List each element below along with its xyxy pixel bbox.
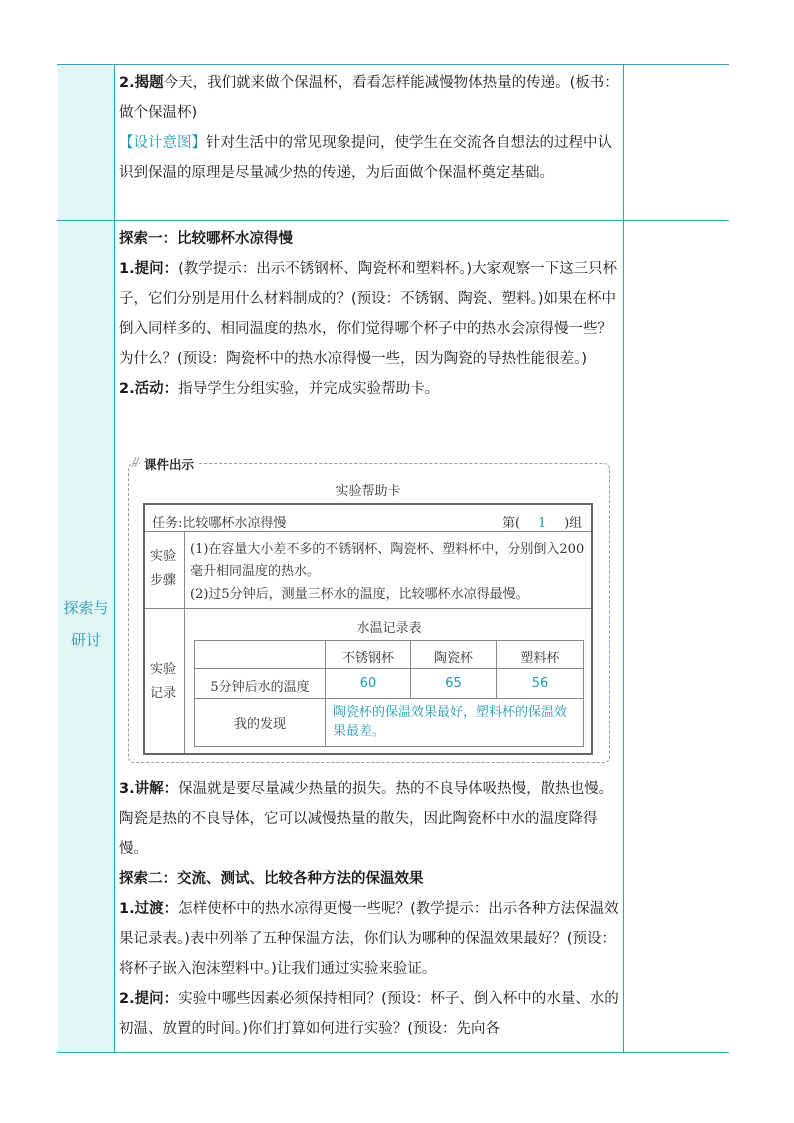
table-row-divider <box>57 220 729 221</box>
value-steel: 60 <box>359 676 377 691</box>
explain-text: 保温就是要尽量减少热量的损失。热的不良导体吸热慢，散热也慢。陶瓷是热的不良导体，它可以减慢热量的散失，因此陶瓷杯中水的温度降得慢。 <box>119 781 614 857</box>
table-col-divider-1 <box>114 64 115 1052</box>
row-label-temp: 5分钟后水的温度 <box>210 680 310 695</box>
design-intent-label: 【设计意图】 <box>119 135 206 151</box>
explore1-question-label: 1.提问： <box>119 261 179 277</box>
explore2-question-label: 2.提问： <box>119 991 179 1007</box>
group-suffix: )组 <box>564 516 583 531</box>
explore2-transition-label: 1.过渡： <box>119 901 179 917</box>
explore1-question-text: (教学提示：出示不锈钢杯、陶瓷杯和塑料杯。)大家观察一下这三只杯子，它们分别是用什么材料制成的？(预设：不锈钢、陶瓷、塑料。)如果在杯中倒入同样多的、相同温度的热水，你们觉得哪个杯子中的热水会凉得慢一些？为什么？(预设：陶瓷杯中的热水凉得慢一些，因为陶瓷的导热性能很差。) <box>119 261 618 367</box>
temp-table-row-1 <box>195 668 583 669</box>
explore1-activity-text: 指导学生分组实验，并完成实验帮助卡。 <box>178 381 440 397</box>
value-ceramic: 65 <box>445 676 462 691</box>
group-number <box>502 512 582 531</box>
group-no: 1 <box>537 516 547 531</box>
card-label-divider <box>184 532 185 753</box>
finding-label: 我的发现 <box>233 717 286 732</box>
reveal-text: 今天，我们就来做个保温杯，看看怎样能减慢物体热量的传递。(板书：做个保温杯) <box>119 75 619 121</box>
explore2-transition-text: 怎样使杯中的热水凉得更慢一些呢？(教学提示：出示各种方法保温效果记录表。)表中列举了五种保温方法，你们认为哪种的保温效果最好？(预设：将杯子嵌入泡沫塑料中。)让我们通过实验来验证。 <box>119 901 619 977</box>
design-intent-text: 针对生活中的常见现象提问，使学生在交流各自想法的过程中认识到保温的原理是尽量减少热的传递，为后面做个保温杯奠定基础。 <box>119 135 612 181</box>
table-col-divider-2 <box>623 64 624 1052</box>
card-divider-task <box>145 531 591 532</box>
water-temp-table-title: 水温记录表 <box>356 621 422 636</box>
explore1-activity-label: 2.活动： <box>119 381 179 397</box>
col-header-steel: 不锈钢杯 <box>341 651 394 666</box>
reveal-label: 2.揭题 <box>119 75 164 91</box>
courseware-label: 课件出示 <box>140 455 198 473</box>
temp-table-row-2 <box>195 698 583 699</box>
explore2-question-text: 实验中哪些因素必须保持相同？(预设：杯子、倒入杯中的水量、水的初温、放置的时间。)你们打算如何进行实验？(预设：先向各 <box>119 991 619 1037</box>
col-header-ceramic: 陶瓷杯 <box>433 651 473 666</box>
explore2-title: 探索二：交流、测试、比较各种方法的保温效果 <box>119 871 424 887</box>
section-column-bg <box>58 64 114 1052</box>
step-1: (1)在容量大小差不多的不锈钢杯、陶瓷杯、塑料杯中，分别倒入200毫升相同温度的热水。 <box>190 542 585 579</box>
explain-label: 3.讲解： <box>119 781 179 797</box>
explore1-title: 探索一：比较哪杯水凉得慢 <box>119 231 293 247</box>
explain-block <box>119 774 619 1044</box>
intro-block <box>119 68 619 188</box>
record-label: 实验记录 <box>149 662 176 701</box>
task-text: 任务:比较哪杯水凉得慢 <box>152 516 287 531</box>
help-card-title: 实验帮助卡 <box>335 484 401 499</box>
value-plastic: 56 <box>531 676 549 691</box>
step-2: (2)过5分钟后，测量三杯水的温度，比较哪杯水凉得最慢。 <box>190 587 529 602</box>
group-prefix: 第( <box>502 516 521 531</box>
explore1-block <box>119 224 619 404</box>
finding-text: 陶瓷杯的保温效果最好，塑料杯的保温效果最差。 <box>333 705 568 739</box>
col-header-plastic: 塑料杯 <box>520 651 560 666</box>
steps-label: 实验步骤 <box>149 549 176 588</box>
table-border-bottom <box>57 1052 729 1053</box>
courseware-deco-icon <box>130 456 140 468</box>
table-border-top <box>57 64 729 65</box>
card-divider-steps <box>145 608 591 609</box>
section-label: 探索与研讨 <box>63 599 109 649</box>
